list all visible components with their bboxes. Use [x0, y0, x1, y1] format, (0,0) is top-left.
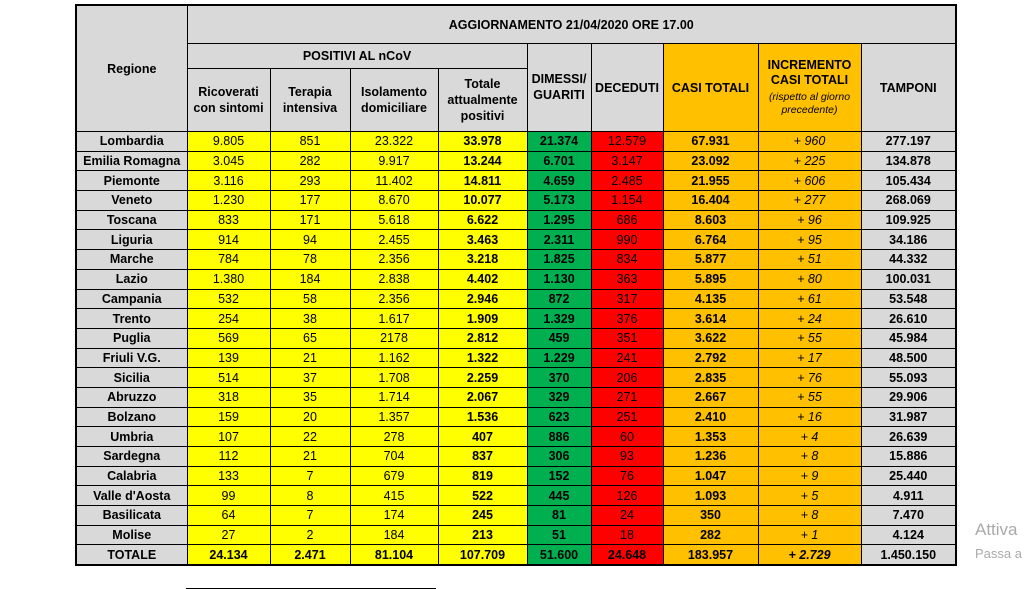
- cell-isolamento: 5.618: [350, 210, 438, 230]
- cell-isolamento: 9.917: [350, 151, 438, 171]
- cell-totale: 1.536: [438, 407, 527, 427]
- cell-deceduti: 363: [591, 269, 663, 289]
- cell-tamponi: 15.886: [861, 447, 956, 467]
- cell-incremento: + 8: [758, 506, 861, 526]
- cell-isolamento: 184: [350, 525, 438, 545]
- cell-ricoverati: 133: [187, 466, 270, 486]
- cell-deceduti: 1.154: [591, 191, 663, 211]
- cell-totale: 4.402: [438, 269, 527, 289]
- table-row: [76, 230, 956, 250]
- cell-regione: Liguria: [76, 230, 187, 250]
- cell-isolamento: 1.714: [350, 387, 438, 407]
- cell-casi: 2.410: [663, 407, 758, 427]
- cell-regione: Toscana: [76, 210, 187, 230]
- table-row: [76, 269, 956, 289]
- cell-ricoverati: 784: [187, 250, 270, 270]
- cell-dimessi: 1.295: [527, 210, 591, 230]
- table-row: [76, 525, 956, 545]
- cell-totale: 819: [438, 466, 527, 486]
- table-row: [76, 328, 956, 348]
- cell-totale: 10.077: [438, 191, 527, 211]
- cell-incremento: + 16: [758, 407, 861, 427]
- cell-regione: Piemonte: [76, 171, 187, 191]
- cell-tamponi: 48.500: [861, 348, 956, 368]
- cell-incremento: + 1: [758, 525, 861, 545]
- cell-regione: Abruzzo: [76, 387, 187, 407]
- cell-isolamento: 8.670: [350, 191, 438, 211]
- cell-isolamento: 278: [350, 427, 438, 447]
- cell-deceduti: 834: [591, 250, 663, 270]
- cell-casi: 2.792: [663, 348, 758, 368]
- cell-totale: 407: [438, 427, 527, 447]
- cell-dimessi: 306: [527, 447, 591, 467]
- table-row: [76, 132, 956, 152]
- cell-ricoverati: 1.230: [187, 191, 270, 211]
- cell-ricoverati: 139: [187, 348, 270, 368]
- cell-deceduti: 206: [591, 368, 663, 388]
- cell-tamponi: 45.984: [861, 328, 956, 348]
- cell-dimessi: 459: [527, 328, 591, 348]
- cell-incremento: + 960: [758, 132, 861, 152]
- cell-casi: 2.667: [663, 387, 758, 407]
- cell-totale: 3.463: [438, 230, 527, 250]
- cell-deceduti: 24: [591, 506, 663, 526]
- cell-dimessi: 4.659: [527, 171, 591, 191]
- cell-terapia: 58: [270, 289, 350, 309]
- cell-regione: Campania: [76, 289, 187, 309]
- cell-terapia: 2.471: [270, 545, 350, 565]
- cell-ricoverati: 24.134: [187, 545, 270, 565]
- header-tamponi: TAMPONI: [861, 44, 956, 132]
- table-row: [76, 151, 956, 171]
- cell-dimessi: 51.600: [527, 545, 591, 565]
- cell-deceduti: 241: [591, 348, 663, 368]
- cell-totale: 837: [438, 447, 527, 467]
- cell-deceduti: 2.485: [591, 171, 663, 191]
- cell-ricoverati: 1.380: [187, 269, 270, 289]
- cell-dimessi: 445: [527, 486, 591, 506]
- cell-ricoverati: 159: [187, 407, 270, 427]
- cell-regione: TOTALE: [76, 545, 187, 565]
- cell-isolamento: 23.322: [350, 132, 438, 152]
- cell-terapia: 78: [270, 250, 350, 270]
- cell-incremento: + 277: [758, 191, 861, 211]
- cell-incremento: + 5: [758, 486, 861, 506]
- cell-ricoverati: 914: [187, 230, 270, 250]
- table-row: [76, 407, 956, 427]
- header-positivi-group: POSITIVI AL nCoV: [187, 44, 527, 69]
- cell-casi: 282: [663, 525, 758, 545]
- cell-deceduti: 126: [591, 486, 663, 506]
- cell-tamponi: 34.186: [861, 230, 956, 250]
- table-row: [76, 210, 956, 230]
- cell-terapia: 65: [270, 328, 350, 348]
- cell-terapia: 20: [270, 407, 350, 427]
- cell-ricoverati: 569: [187, 328, 270, 348]
- cell-deceduti: 990: [591, 230, 663, 250]
- cell-deceduti: 271: [591, 387, 663, 407]
- header-ricoverati: Ricoverati con sintomi: [187, 69, 270, 132]
- cell-casi: 67.931: [663, 132, 758, 152]
- cell-tamponi: 100.031: [861, 269, 956, 289]
- cell-dimessi: 872: [527, 289, 591, 309]
- cell-incremento: + 4: [758, 427, 861, 447]
- cell-ricoverati: 3.116: [187, 171, 270, 191]
- table-row: [76, 447, 956, 467]
- cell-casi: 3.622: [663, 328, 758, 348]
- cell-totale: 2.067: [438, 387, 527, 407]
- cell-isolamento: 1.162: [350, 348, 438, 368]
- cell-isolamento: 415: [350, 486, 438, 506]
- cell-casi: 1.047: [663, 466, 758, 486]
- header-casi-totali: CASI TOTALI: [663, 44, 758, 132]
- cell-regione: Veneto: [76, 191, 187, 211]
- cell-ricoverati: 254: [187, 309, 270, 329]
- cell-casi: 2.835: [663, 368, 758, 388]
- cell-tamponi: 29.906: [861, 387, 956, 407]
- cell-incremento: + 24: [758, 309, 861, 329]
- cell-isolamento: 679: [350, 466, 438, 486]
- cell-casi: 4.135: [663, 289, 758, 309]
- cell-casi: 6.764: [663, 230, 758, 250]
- cell-regione: Calabria: [76, 466, 187, 486]
- cell-isolamento: 81.104: [350, 545, 438, 565]
- table-row: [76, 368, 956, 388]
- cell-terapia: 2: [270, 525, 350, 545]
- cell-tamponi: 26.639: [861, 427, 956, 447]
- cell-totale: 213: [438, 525, 527, 545]
- table-title: AGGIORNAMENTO 21/04/2020 ORE 17.00: [187, 5, 956, 44]
- cell-casi: 5.877: [663, 250, 758, 270]
- cell-incremento: + 61: [758, 289, 861, 309]
- cell-tamponi: 55.093: [861, 368, 956, 388]
- header-dimessi: DIMESSI/ GUARITI: [527, 44, 591, 132]
- cell-totale: 107.709: [438, 545, 527, 565]
- cell-ricoverati: 99: [187, 486, 270, 506]
- cell-terapia: 21: [270, 447, 350, 467]
- cell-dimessi: 152: [527, 466, 591, 486]
- cell-casi: 21.955: [663, 171, 758, 191]
- header-regione: Regione: [76, 5, 187, 132]
- cell-regione: Bolzano: [76, 407, 187, 427]
- cell-tamponi: 268.069: [861, 191, 956, 211]
- cell-incremento: + 55: [758, 387, 861, 407]
- cell-ricoverati: 64: [187, 506, 270, 526]
- cell-regione: Molise: [76, 525, 187, 545]
- cell-ricoverati: 318: [187, 387, 270, 407]
- cell-dimessi: 21.374: [527, 132, 591, 152]
- cell-totale: 2.259: [438, 368, 527, 388]
- cell-incremento: + 9: [758, 466, 861, 486]
- cell-tamponi: 1.450.150: [861, 545, 956, 565]
- watermark-line2: Passa a: [975, 546, 1022, 561]
- cell-casi: 5.895: [663, 269, 758, 289]
- cell-tamponi: 105.434: [861, 171, 956, 191]
- cell-deceduti: 3.147: [591, 151, 663, 171]
- cell-dimessi: 886: [527, 427, 591, 447]
- cell-casi: 8.603: [663, 210, 758, 230]
- covid-table-container: [75, 4, 955, 566]
- cell-terapia: 22: [270, 427, 350, 447]
- table-row: [76, 171, 956, 191]
- cell-regione: Umbria: [76, 427, 187, 447]
- header-terapia: Terapia intensiva: [270, 69, 350, 132]
- cell-deceduti: 24.648: [591, 545, 663, 565]
- table-body: [76, 132, 956, 565]
- header-deceduti: DECEDUTI: [591, 44, 663, 132]
- cell-casi: 23.092: [663, 151, 758, 171]
- cell-casi: 350: [663, 506, 758, 526]
- cell-terapia: 38: [270, 309, 350, 329]
- cell-tamponi: 26.610: [861, 309, 956, 329]
- cell-totale: 2.812: [438, 328, 527, 348]
- cell-tamponi: 4.911: [861, 486, 956, 506]
- cell-totale: 2.946: [438, 289, 527, 309]
- cell-totale: 6.622: [438, 210, 527, 230]
- watermark-line1: Attiva: [975, 520, 1018, 539]
- cell-terapia: 171: [270, 210, 350, 230]
- cell-deceduti: 317: [591, 289, 663, 309]
- cell-deceduti: 93: [591, 447, 663, 467]
- cell-totale: 33.978: [438, 132, 527, 152]
- cell-isolamento: 704: [350, 447, 438, 467]
- cell-dimessi: 623: [527, 407, 591, 427]
- cell-ricoverati: 107: [187, 427, 270, 447]
- cell-incremento: + 80: [758, 269, 861, 289]
- cell-isolamento: 11.402: [350, 171, 438, 191]
- cell-terapia: 851: [270, 132, 350, 152]
- table-row: [76, 191, 956, 211]
- cell-casi: 16.404: [663, 191, 758, 211]
- cell-regione: Friuli V.G.: [76, 348, 187, 368]
- table-row: [76, 466, 956, 486]
- cell-terapia: 282: [270, 151, 350, 171]
- cell-tamponi: 134.878: [861, 151, 956, 171]
- cell-regione: Valle d'Aosta: [76, 486, 187, 506]
- cell-terapia: 7: [270, 506, 350, 526]
- cell-deceduti: 18: [591, 525, 663, 545]
- cell-dimessi: 51: [527, 525, 591, 545]
- cell-ricoverati: 833: [187, 210, 270, 230]
- cell-regione: Emilia Romagna: [76, 151, 187, 171]
- cell-regione: Trento: [76, 309, 187, 329]
- cell-ricoverati: 3.045: [187, 151, 270, 171]
- table-row: [76, 309, 956, 329]
- table-row: [76, 387, 956, 407]
- cell-regione: Basilicata: [76, 506, 187, 526]
- cell-regione: Puglia: [76, 328, 187, 348]
- table-row: [76, 250, 956, 270]
- cell-tamponi: 4.124: [861, 525, 956, 545]
- cell-deceduti: 251: [591, 407, 663, 427]
- cell-isolamento: 174: [350, 506, 438, 526]
- cell-totale: 245: [438, 506, 527, 526]
- cell-dimessi: 6.701: [527, 151, 591, 171]
- cell-terapia: 21: [270, 348, 350, 368]
- cell-deceduti: 60: [591, 427, 663, 447]
- cell-dimessi: 5.173: [527, 191, 591, 211]
- cell-incremento: + 2.729: [758, 545, 861, 565]
- cell-isolamento: 1.708: [350, 368, 438, 388]
- cell-terapia: 35: [270, 387, 350, 407]
- cell-regione: Lazio: [76, 269, 187, 289]
- cell-incremento: + 17: [758, 348, 861, 368]
- cell-regione: Lombardia: [76, 132, 187, 152]
- cell-casi: 3.614: [663, 309, 758, 329]
- cell-dimessi: 1.229: [527, 348, 591, 368]
- cell-incremento: + 95: [758, 230, 861, 250]
- cell-isolamento: 2.356: [350, 289, 438, 309]
- cell-tamponi: 53.548: [861, 289, 956, 309]
- cell-deceduti: 351: [591, 328, 663, 348]
- cell-tamponi: 109.925: [861, 210, 956, 230]
- cell-incremento: + 76: [758, 368, 861, 388]
- cell-terapia: 293: [270, 171, 350, 191]
- activation-watermark: [975, 520, 1022, 561]
- cell-ricoverati: 112: [187, 447, 270, 467]
- cell-tamponi: 7.470: [861, 506, 956, 526]
- cell-ricoverati: 9.805: [187, 132, 270, 152]
- cell-dimessi: 2.311: [527, 230, 591, 250]
- cell-totale: 13.244: [438, 151, 527, 171]
- cell-regione: Sicilia: [76, 368, 187, 388]
- cell-ricoverati: 532: [187, 289, 270, 309]
- cell-deceduti: 12.579: [591, 132, 663, 152]
- cell-ricoverati: 514: [187, 368, 270, 388]
- cell-dimessi: 370: [527, 368, 591, 388]
- covid-table: [75, 4, 957, 566]
- cell-incremento: + 96: [758, 210, 861, 230]
- cell-totale: 3.218: [438, 250, 527, 270]
- cell-ricoverati: 27: [187, 525, 270, 545]
- cell-incremento: + 55: [758, 328, 861, 348]
- cell-deceduti: 686: [591, 210, 663, 230]
- table-row: [76, 289, 956, 309]
- cell-tamponi: 31.987: [861, 407, 956, 427]
- cell-tamponi: 277.197: [861, 132, 956, 152]
- header-incremento: [758, 44, 861, 132]
- header-isolamento: Isolamento domiciliare: [350, 69, 438, 132]
- cell-totale: 522: [438, 486, 527, 506]
- cell-tamponi: 25.440: [861, 466, 956, 486]
- cell-isolamento: 1.357: [350, 407, 438, 427]
- header-totale-positivi: Totale attualmente positivi: [438, 69, 527, 132]
- cell-isolamento: 2.455: [350, 230, 438, 250]
- cell-deceduti: 376: [591, 309, 663, 329]
- cell-deceduti: 76: [591, 466, 663, 486]
- cell-casi: 1.236: [663, 447, 758, 467]
- cell-terapia: 177: [270, 191, 350, 211]
- cell-totale: 14.811: [438, 171, 527, 191]
- cell-casi: 183.957: [663, 545, 758, 565]
- cell-casi: 1.093: [663, 486, 758, 506]
- cell-terapia: 8: [270, 486, 350, 506]
- cell-dimessi: 1.329: [527, 309, 591, 329]
- cell-casi: 1.353: [663, 427, 758, 447]
- cell-dimessi: 1.825: [527, 250, 591, 270]
- cell-tamponi: 44.332: [861, 250, 956, 270]
- cell-regione: Sardegna: [76, 447, 187, 467]
- table-row: [76, 486, 956, 506]
- total-row: [76, 545, 956, 565]
- cell-terapia: 94: [270, 230, 350, 250]
- cell-dimessi: 81: [527, 506, 591, 526]
- cell-totale: 1.909: [438, 309, 527, 329]
- cell-terapia: 7: [270, 466, 350, 486]
- cell-regione: Marche: [76, 250, 187, 270]
- cell-isolamento: 1.617: [350, 309, 438, 329]
- cell-terapia: 184: [270, 269, 350, 289]
- cell-isolamento: 2178: [350, 328, 438, 348]
- cell-incremento: + 8: [758, 447, 861, 467]
- cell-isolamento: 2.356: [350, 250, 438, 270]
- cell-terapia: 37: [270, 368, 350, 388]
- header-incremento-note: (rispetto al giorno precedente): [768, 91, 851, 117]
- header-incremento-label: INCREMENTO CASI TOTALI: [767, 57, 852, 88]
- table-row: [76, 427, 956, 447]
- cell-totale: 1.322: [438, 348, 527, 368]
- table-row: [76, 506, 956, 526]
- table-row: [76, 348, 956, 368]
- cell-incremento: + 51: [758, 250, 861, 270]
- cell-isolamento: 2.838: [350, 269, 438, 289]
- cell-incremento: + 606: [758, 171, 861, 191]
- cell-incremento: + 225: [758, 151, 861, 171]
- cell-dimessi: 1.130: [527, 269, 591, 289]
- cell-dimessi: 329: [527, 387, 591, 407]
